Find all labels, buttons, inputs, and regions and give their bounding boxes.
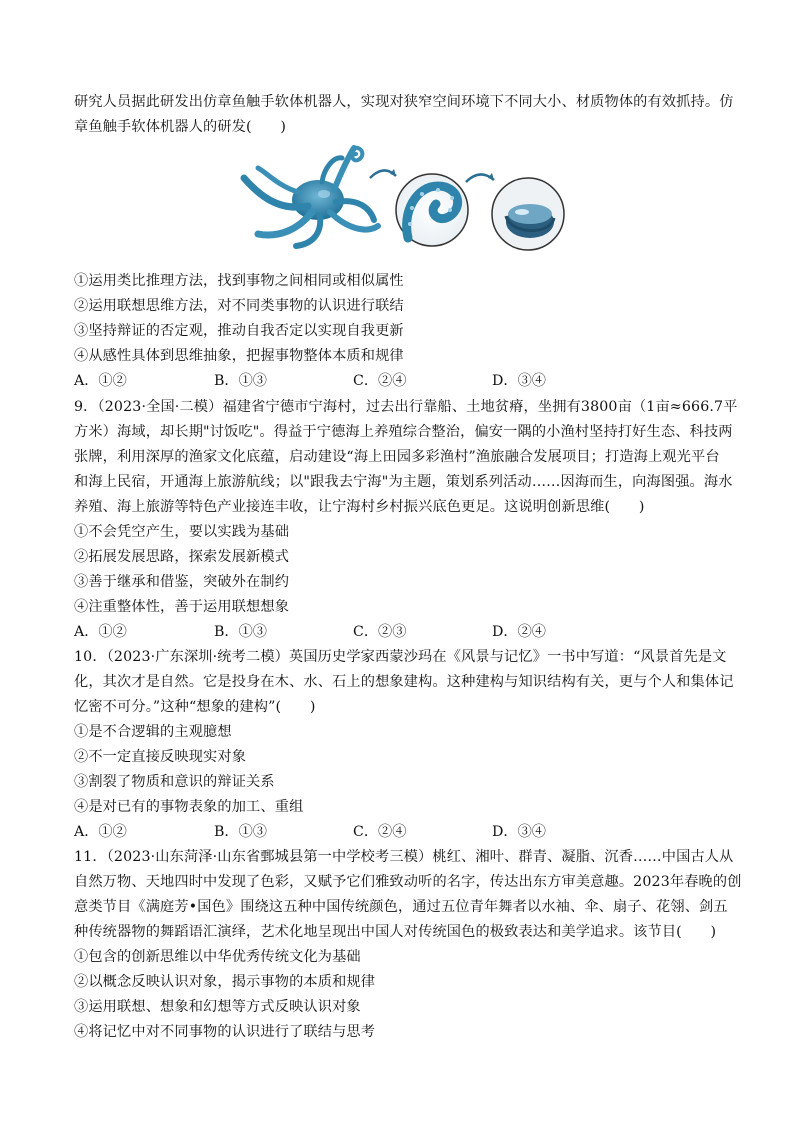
choice-c[interactable]: C．②③ <box>353 624 407 640</box>
question-10-text: 10．（2023·广东深圳·统考二模）英国历史学家西蒙沙玛在《风景与记忆》一书中写道：“风景首先是文 <box>74 649 727 665</box>
answer-choices <box>74 820 734 844</box>
choice-c[interactable]: C．②④ <box>353 373 407 389</box>
choice-d[interactable]: D．②④ <box>492 624 546 640</box>
statement: ②拓展发展思路，探索发展新模式 <box>74 549 290 565</box>
question-11-text: 11．（2023·山东菏泽·山东省鄄城县第一中学校考三模）桃红、湘叶、群青、凝脂、沉香……中国古人从 <box>74 849 734 865</box>
choice-c[interactable]: C．②④ <box>353 824 407 840</box>
choice-b[interactable]: B．①③ <box>214 824 267 840</box>
answer-choices <box>74 369 734 393</box>
statement: ①包含的创新思维以中华优秀传统文化为基础 <box>74 949 361 965</box>
statement: ①不会凭空产生，要以实践为基础 <box>74 524 290 540</box>
choice-d[interactable]: D．③④ <box>492 824 546 840</box>
gripping-object-icon <box>492 178 564 250</box>
choice-a[interactable]: A．①② <box>74 824 127 840</box>
choice-a[interactable]: A．①② <box>74 373 127 389</box>
statement: ④是对已有的事物表象的加工、重组 <box>74 799 304 815</box>
statement: ①是不合逻辑的主观臆想 <box>74 724 232 740</box>
intro-line: 章鱼触手软体机器人的研发( ) <box>74 119 287 135</box>
statement: ③善于继承和借鉴，突破外在制约 <box>74 574 290 590</box>
choice-d[interactable]: D．③④ <box>492 373 546 389</box>
question-9-text: 和海上民宿，开通海上旅游航线；以"跟我去宁海"为主题，策划系列活动……因海而生，向海图强。海水 <box>74 474 733 490</box>
choice-a[interactable]: A．①② <box>74 624 127 640</box>
statement: ②以概念反映认识对象，揭示事物的本质和规律 <box>74 974 376 990</box>
question-11-text: 自然万物、天地四时中发现了色彩，又赋予它们雅致动听的名字，传达出东方审美意趣。2023年春晚的创 <box>74 874 742 890</box>
question-11-text: 意类节目《满庭芳•国色》围绕这五种中国传统颜色，通过五位青年舞者以水袖、伞、扇子、花翎、剑五 <box>74 899 728 915</box>
statement: ④将记忆中对不同事物的认识进行了联结与思考 <box>74 1024 376 1040</box>
tentacle-closeup-icon <box>396 174 468 246</box>
question-10-text: 化，其次才是自然。它是投身在木、水、石上的想象建构。这种建构与知识结构有关，更与个人和集体记 <box>74 674 734 690</box>
statement: ③运用联想、想象和幻想等方式反映认识对象 <box>74 999 361 1015</box>
question-11-text: 种传统器物的舞蹈语汇演绎，艺术化地呈现出中国人对传统国色的极致表达和美学追求。该节目( ) <box>74 924 717 940</box>
statement: ③坚持辩证的否定观，推动自我否定以实现自我更新 <box>74 323 404 339</box>
question-10-text: 忆密不可分。”这种“想象的建构”( ) <box>74 699 316 715</box>
question-9-text: 方米）海域，却长期"讨饭吃"。得益于宁德海上养殖综合整治，偏安一隅的小渔村坚持打好生态、科技两 <box>74 424 733 440</box>
octopus-robot-illustration <box>238 142 568 254</box>
statement: ④注重整体性，善于运用联想想象 <box>74 599 290 615</box>
statement: ②运用联想思维方法，对不同类事物的认识进行联结 <box>74 298 404 314</box>
statement: ②不一定直接反映现实对象 <box>74 749 247 765</box>
statement: ④从感性具体到思维抽象，把握事物整体本质和规律 <box>74 348 404 364</box>
octopus-icon <box>244 148 378 246</box>
choice-b[interactable]: B．①③ <box>214 624 267 640</box>
question-9-text: 9．（2023·全国·二模）福建省宁德市宁海村，过去出行靠船、土地贫瘠，坐拥有3800亩（1亩≈666.7平 <box>74 399 738 415</box>
question-9-text: 养殖、海上旅游等特色产业接连丰收，让宁海村乡村振兴底色更足。这说明创新思维( ) <box>74 499 645 515</box>
intro-line: 研究人员据此研发出仿章鱼触手软体机器人，实现对狭窄空间环境下不同大小、材质物体的有效抓持。仿 <box>74 94 734 110</box>
question-9-text: 张牌，利用深厚的渔家文化底蕴，启动建设“海上田园多彩渔村”渔旅融合发展项目；打造海上观光平台 <box>74 449 720 465</box>
statement: ①运用类比推理方法，找到事物之间相同或相似属性 <box>74 273 404 289</box>
answer-choices <box>74 620 734 644</box>
statement: ③割裂了物质和意识的辩证关系 <box>74 774 275 790</box>
choice-b[interactable]: B．①③ <box>214 373 267 389</box>
